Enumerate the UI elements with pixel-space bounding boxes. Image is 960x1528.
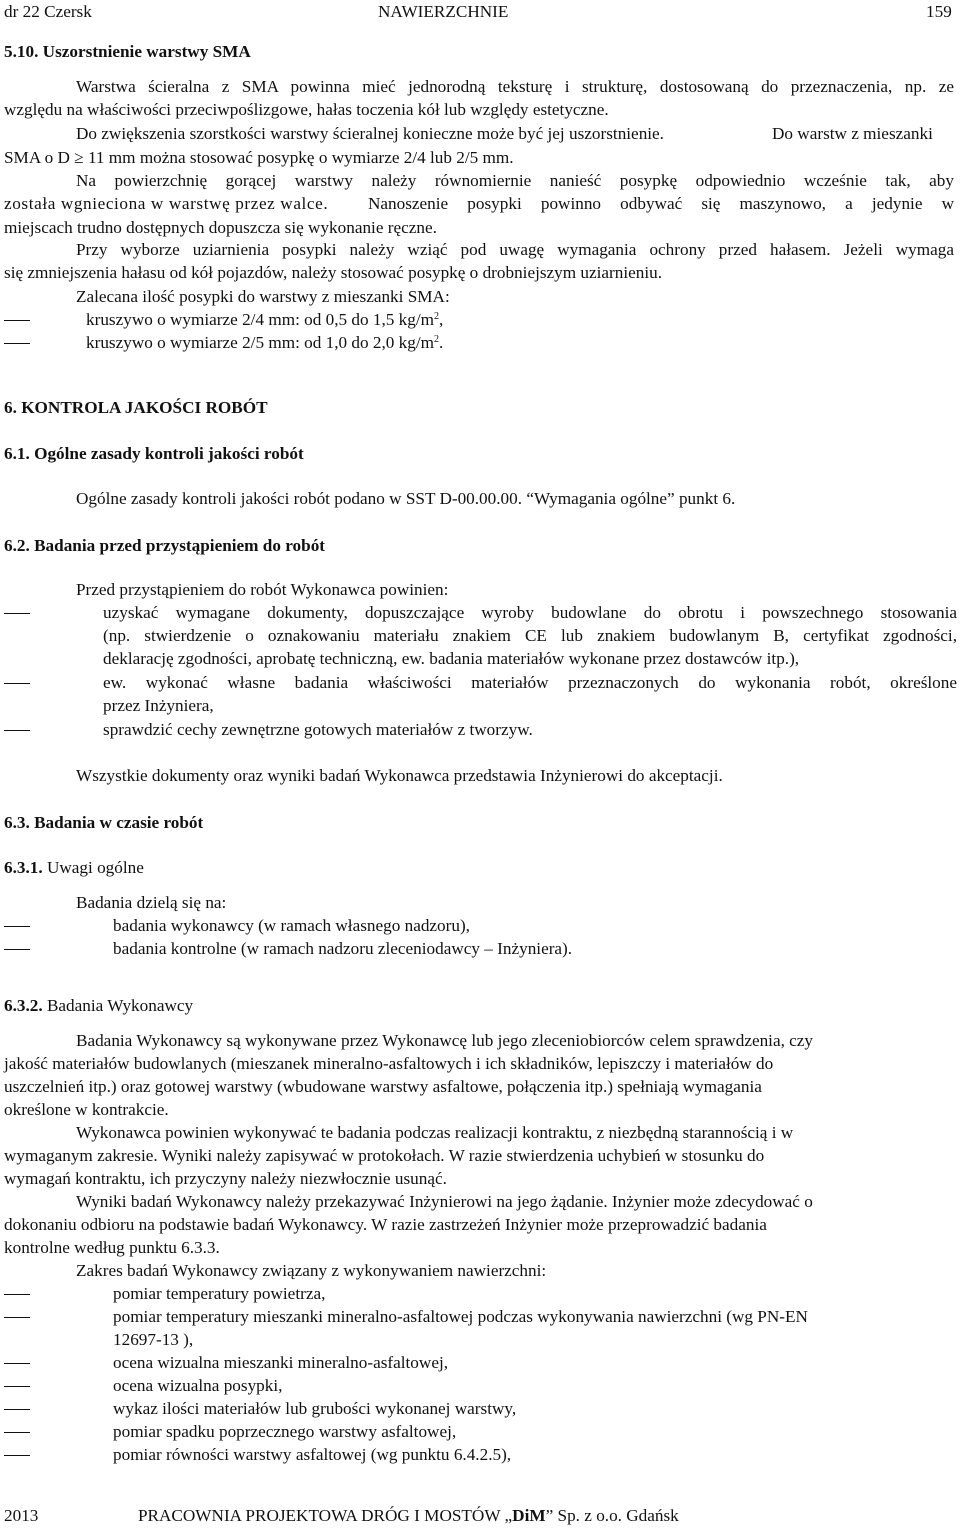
paragraph-line: dokonaniu odbioru na podstawie badań Wykonawcy. W razie zastrzeżeń Inżynier może przeprowadzić badania	[4, 1215, 767, 1234]
paragraph-line: Warstwa ścieralna z SMA powinna mieć jednorodną teksturę i strukturę, dostosowaną do przeznaczenia, np. ze	[76, 77, 954, 96]
greater-equal-symbol: ≥	[74, 148, 84, 167]
paragraph-line: Na powierzchnię gorącej warstwy należy równomiernie nanieść posypkę odpowiednio wcześnie tak, aby	[76, 171, 954, 190]
list-dash	[4, 1432, 30, 1433]
list-item: sprawdzić cechy zewnętrzne gotowych materiałów z tworzyw.	[103, 720, 533, 739]
list-dash	[4, 1363, 30, 1364]
list-dash	[4, 926, 30, 927]
list-item: ocena wizualna posypki,	[113, 1376, 283, 1395]
paragraph-line: Nanoszenie posypki powinno odbywać się maszynowo, a jedynie w	[368, 194, 954, 213]
list-item: pomiar równości warstwy asfaltowej (wg punktu 6.4.2.5),	[113, 1445, 512, 1464]
list-dash	[4, 949, 30, 950]
list-item: badania wykonawcy (w ramach własnego nadzoru),	[113, 916, 470, 935]
list-item-continuation: deklarację zgodności, aprobatę techniczną, ew. badania materiałów wykonane przez dostawców itp.),	[103, 649, 800, 668]
list-item: wykaz ilości materiałów lub grubości wykonanej warstwy,	[113, 1399, 517, 1418]
footer-company: PRACOWNIA PROJEKTOWA DRÓG I MOSTÓW „DiM” Sp. z o.o. Gdańsk	[138, 1506, 679, 1525]
paragraph-line: Do warstw z mieszanki	[772, 124, 933, 143]
paragraph-line: Zalecana ilość posypki do warstwy z mieszanki SMA:	[76, 287, 450, 306]
list-item: kruszywo o wymiarze 2/4 mm: od 0,5 do 1,5 $kg/m^2$,	[86, 310, 444, 329]
list-item: uzyskać wymagane dokumenty, dopuszczające wyroby budowlane do obrotu i powszechnego stosowania	[103, 603, 957, 622]
paragraph-line: się zmniejszenia hałasu od kół pojazdów, należy stosować posypkę o drobniejszym uziarnieniu.	[4, 263, 663, 282]
list-dash	[4, 320, 30, 321]
paragraph-line: względu na właściwości przeciwpoślizgowe, hałas toczenia kół lub względy estetyczne.	[4, 100, 609, 119]
list-item-continuation: (np. stwierdzenie o oznakowaniu materiału znakiem CE lub znakiem budowlanym B, certyfikat zgodności,	[103, 626, 957, 645]
paragraph-line: Ogólne zasady kontroli jakości robót podano w SST D-00.00.00. “Wymagania ogólne” punkt 6.	[76, 489, 736, 508]
footer-year: 2013	[4, 1506, 39, 1525]
paragraph-line: SMA o D ≥ 11 mm można stosować posypkę o wymiarze 2/4 lub 2/5 mm.	[4, 148, 514, 167]
paragraph-line: określone w kontrakcie.	[4, 1100, 169, 1119]
paragraph-line: Wykonawca powinien wykonywać te badania podczas realizacji kontraktu, z niezbędną starannością i w	[76, 1123, 794, 1142]
header-left: dr 22 Czersk	[4, 2, 92, 21]
header-title: NAWIERZCHNIE	[378, 2, 509, 21]
list-dash	[4, 730, 30, 731]
paragraph-line: Przy wyborze uziarnienia posypki należy wziąć pod uwagę wymagania ochrony przed hałasem. Jeżeli wymaga	[76, 240, 954, 259]
section-heading-6: 6. KONTROLA JAKOŚCI ROBÓT	[4, 398, 268, 417]
paragraph-line: uszczelnień itp.) oraz gotowej warstwy (wbudowane warstwy asfaltowe, połączenia itp.) spełniają wymagania	[4, 1077, 762, 1096]
list-dash	[4, 1409, 30, 1410]
list-dash	[4, 1317, 30, 1318]
paragraph-line: Zakres badań Wykonawcy związany z wykonywaniem nawierzchni:	[76, 1261, 547, 1280]
section-heading-5-10: 5.10. Uszorstnienie warstwy SMA	[4, 42, 251, 61]
paragraph-line: wymaganym zakresie. Wyniki należy zapisywać w protokołach. W razie stwierdzenia uchybień w stosunku do	[4, 1146, 765, 1165]
paragraph-line: Do zwiększenia szorstkości warstwy ścieralnej konieczne może być jej uszorstnienie.	[76, 124, 664, 143]
paragraph-line: Wyniki badań Wykonawcy należy przekazywać Inżynierowi na jego żądanie. Inżynier może zdecydować o	[76, 1192, 813, 1211]
paragraph-line: została wgnieciona w warstwę przez walce.	[4, 194, 329, 213]
list-dash	[4, 1386, 30, 1387]
paragraph-line: miejscach trudno dostępnych dopuszcza się wykonanie ręczne.	[4, 218, 437, 237]
paragraph-line: wymagań kontraktu, ich przyczyny należy niezwłocznie usunąć.	[4, 1169, 447, 1188]
section-heading-6-3: 6.3. Badania w czasie robót	[4, 813, 204, 832]
list-item: badania kontrolne (w ramach nadzoru zleceniodawcy – Inżyniera).	[113, 939, 573, 958]
section-heading-6-3-1: 6.3.1. Uwagi ogólne	[4, 858, 144, 877]
list-dash	[4, 1455, 30, 1456]
paragraph-line: kontrolne według punktu 6.3.3.	[4, 1238, 220, 1257]
list-item: pomiar temperatury powietrza,	[113, 1284, 326, 1303]
list-item: pomiar spadku poprzecznego warstwy asfaltowej,	[113, 1422, 457, 1441]
list-item: kruszywo o wymiarze 2/5 mm: od 1,0 do 2,0 $kg/m^2$.	[86, 333, 444, 352]
paragraph-line: Przed przystąpieniem do robót Wykonawca powinien:	[76, 580, 449, 599]
paragraph-line: Wszystkie dokumenty oraz wyniki badań Wykonawca przedstawia Inżynierowi do akceptacji.	[76, 766, 723, 785]
paragraph-line: Badania Wykonawcy są wykonywane przez Wykonawcę lub jego zleceniobiorców celem sprawdzenia, czy	[76, 1031, 814, 1050]
paragraph-line: Badania dzielą się na:	[76, 893, 227, 912]
list-dash	[4, 343, 30, 344]
paragraph-line: jakość materiałów budowlanych (mieszanek mineralno-asfaltowych i ich składników, lepiszczy i materiałów do	[4, 1054, 774, 1073]
section-heading-6-2: 6.2. Badania przed przystąpieniem do robót	[4, 536, 326, 555]
list-dash	[4, 683, 30, 684]
list-dash	[4, 1294, 30, 1295]
list-dash	[4, 613, 30, 614]
list-item: pomiar temperatury mieszanki mineralno-asfaltowej podczas wykonywania nawierzchni (wg PN-EN	[113, 1307, 808, 1326]
list-item-continuation: przez Inżyniera,	[103, 696, 214, 715]
list-item: ocena wizualna mieszanki mineralno-asfaltowej,	[113, 1353, 449, 1372]
list-item-continuation: 12697-13 ),	[113, 1330, 194, 1349]
section-heading-6-1: 6.1. Ogólne zasady kontroli jakości robót	[4, 444, 304, 463]
section-heading-6-3-2: 6.3.2. Badania Wykonawcy	[4, 996, 194, 1015]
list-item: ew. wykonać własne badania właściwości materiałów przeznaczonych do wykonania robót, określone	[103, 673, 957, 692]
page-number: 159	[926, 2, 952, 21]
